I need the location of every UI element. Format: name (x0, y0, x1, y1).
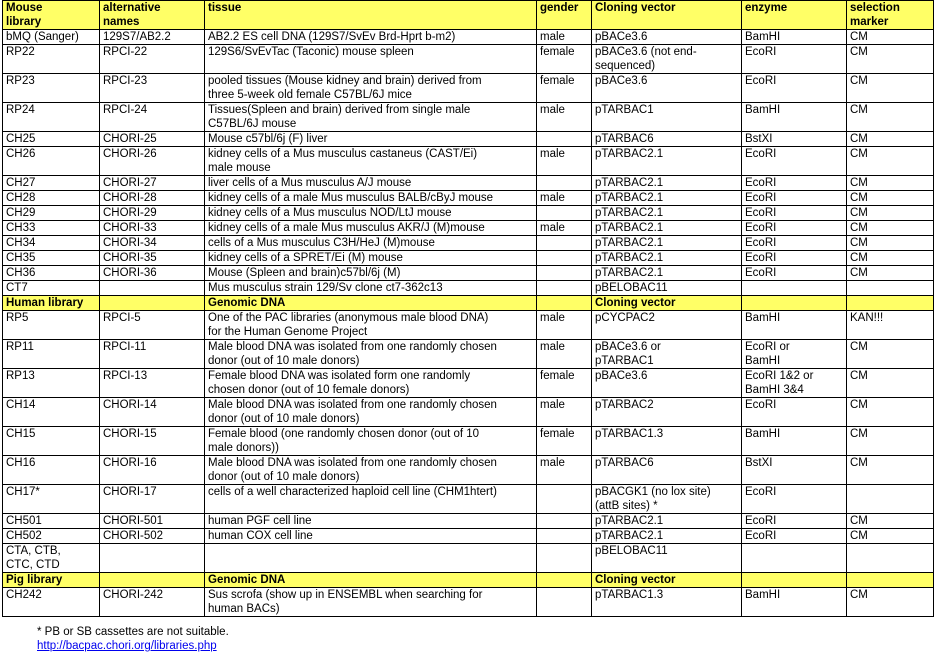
table-row (3, 340, 934, 369)
cell-selection-marker: CM (847, 588, 934, 617)
cell-enzyme: EcoRI (742, 485, 847, 514)
cell-tissue: kidney cells of a male Mus musculus BALB/cByJ mouse (205, 191, 537, 206)
header-cell-cloning-vector: Cloning vector (592, 296, 742, 311)
table-row (3, 103, 934, 132)
cell-library: CT7 (3, 281, 100, 296)
table-row (3, 398, 934, 427)
library-table (2, 0, 934, 617)
cell-library: CH28 (3, 191, 100, 206)
cell-enzyme: EcoRI (742, 266, 847, 281)
cell-cloning-vector: pTARBAC1.3 (592, 427, 742, 456)
cell-enzyme: EcoRI (742, 251, 847, 266)
cell-cloning-vector: pCYCPAC2 (592, 311, 742, 340)
cell-selection-marker: CM (847, 176, 934, 191)
cell-gender: male (537, 340, 592, 369)
cell-alternative-names: CHORI-14 (100, 398, 205, 427)
header-cell-alternative-names (100, 573, 205, 588)
cell-alternative-names: CHORI-36 (100, 266, 205, 281)
cell-gender: male (537, 221, 592, 236)
header-cell-library: Human library (3, 296, 100, 311)
cell-cloning-vector: pTARBAC2.1 (592, 191, 742, 206)
table-row (3, 30, 934, 45)
cell-cloning-vector: pBACe3.6 (592, 74, 742, 103)
table-row (3, 544, 934, 573)
header-cell-alternative-names: alternative names (100, 1, 205, 30)
cell-tissue: Sus scrofa (show up in ENSEMBL when searching for human BACs) (205, 588, 537, 617)
header-cell-cloning-vector: Cloning vector (592, 573, 742, 588)
cell-library: CH34 (3, 236, 100, 251)
cell-tissue: Male blood DNA was isolated from one randomly chosen donor (out of 10 male donors) (205, 456, 537, 485)
cell-tissue: kidney cells of a male Mus musculus AKR/J (M)mouse (205, 221, 537, 236)
cell-enzyme (742, 544, 847, 573)
cell-alternative-names: CHORI-34 (100, 236, 205, 251)
header-cell-selection-marker: selection marker (847, 1, 934, 30)
footnote: * PB or SB cassettes are not suitable. (37, 626, 229, 638)
cell-selection-marker: CM (847, 206, 934, 221)
cell-library: bMQ (Sanger) (3, 30, 100, 45)
cell-selection-marker: CM (847, 369, 934, 398)
cell-gender (537, 485, 592, 514)
cell-selection-marker: CM (847, 251, 934, 266)
cell-selection-marker (847, 544, 934, 573)
cell-alternative-names: CHORI-27 (100, 176, 205, 191)
cell-cloning-vector: pBELOBAC11 (592, 281, 742, 296)
cell-library: RP5 (3, 311, 100, 340)
cell-cloning-vector: pTARBAC2.1 (592, 251, 742, 266)
cell-cloning-vector: pBACe3.6 (592, 30, 742, 45)
cell-tissue: kidney cells of a Mus musculus NOD/LtJ mouse (205, 206, 537, 221)
table-row (3, 485, 934, 514)
cell-tissue: human PGF cell line (205, 514, 537, 529)
cell-selection-marker: CM (847, 191, 934, 206)
cell-gender: female (537, 427, 592, 456)
cell-tissue: AB2.2 ES cell DNA (129S7/SvEv Brd-Hprt b-m2) (205, 30, 537, 45)
cell-enzyme: EcoRI (742, 176, 847, 191)
table-row (3, 206, 934, 221)
library-table-body (3, 1, 934, 617)
header-cell-library: Mouse library (3, 1, 100, 30)
table-row (3, 176, 934, 191)
cell-gender: male (537, 191, 592, 206)
header-cell-enzyme (742, 573, 847, 588)
cell-gender: male (537, 30, 592, 45)
cell-cloning-vector: pTARBAC2.1 (592, 529, 742, 544)
cell-gender: male (537, 311, 592, 340)
table-row (3, 236, 934, 251)
cell-selection-marker: CM (847, 103, 934, 132)
header-cell-library: Pig library (3, 573, 100, 588)
cell-enzyme: EcoRI (742, 529, 847, 544)
cell-enzyme: EcoRI (742, 236, 847, 251)
cell-enzyme: BamHI (742, 311, 847, 340)
cell-cloning-vector: pTARBAC2.1 (592, 221, 742, 236)
cell-selection-marker: CM (847, 266, 934, 281)
header-cell-tissue: tissue (205, 1, 537, 30)
cell-gender: female (537, 45, 592, 74)
section-header-row (3, 573, 934, 588)
cell-gender: male (537, 103, 592, 132)
cell-tissue: 129S6/SvEvTac (Taconic) mouse spleen (205, 45, 537, 74)
cell-alternative-names: CHORI-15 (100, 427, 205, 456)
table-row (3, 45, 934, 74)
cell-library: CH36 (3, 266, 100, 281)
cell-enzyme: BamHI (742, 588, 847, 617)
cell-alternative-names: CHORI-502 (100, 529, 205, 544)
cell-cloning-vector: pTARBAC2.1 (592, 206, 742, 221)
cell-alternative-names (100, 544, 205, 573)
header-cell-selection-marker (847, 573, 934, 588)
cell-enzyme: EcoRI (742, 514, 847, 529)
cell-cloning-vector: pTARBAC2.1 (592, 176, 742, 191)
cell-library: CH15 (3, 427, 100, 456)
header-cell-gender (537, 296, 592, 311)
cell-cloning-vector: pTARBAC2.1 (592, 147, 742, 176)
table-row (3, 132, 934, 147)
cell-library: CH35 (3, 251, 100, 266)
cell-cloning-vector: pTARBAC2.1 (592, 514, 742, 529)
cell-tissue: Mus musculus strain 129/Sv clone ct7-362c13 (205, 281, 537, 296)
cell-selection-marker: CM (847, 236, 934, 251)
cell-alternative-names: CHORI-17 (100, 485, 205, 514)
cell-tissue: cells of a well characterized haploid cell line (CHM1htert) (205, 485, 537, 514)
cell-selection-marker: CM (847, 340, 934, 369)
cell-selection-marker: CM (847, 30, 934, 45)
cell-tissue: cells of a Mus musculus C3H/HeJ (M)mouse (205, 236, 537, 251)
cell-library: RP11 (3, 340, 100, 369)
cell-library: CH242 (3, 588, 100, 617)
header-cell-alternative-names (100, 296, 205, 311)
cell-gender: female (537, 369, 592, 398)
cell-gender: male (537, 147, 592, 176)
cell-tissue: kidney cells of a SPRET/Ei (M) mouse (205, 251, 537, 266)
cell-library: CH27 (3, 176, 100, 191)
cell-gender (537, 514, 592, 529)
header-cell-selection-marker (847, 296, 934, 311)
cell-gender (537, 251, 592, 266)
cell-gender: female (537, 74, 592, 103)
cell-selection-marker: CM (847, 456, 934, 485)
cell-cloning-vector: pBELOBAC11 (592, 544, 742, 573)
cell-cloning-vector: pTARBAC2.1 (592, 266, 742, 281)
cell-tissue (205, 544, 537, 573)
cell-enzyme: EcoRI (742, 147, 847, 176)
cell-alternative-names: CHORI-29 (100, 206, 205, 221)
cell-alternative-names: CHORI-26 (100, 147, 205, 176)
cell-tissue: Mouse (Spleen and brain)c57bl/6j (M) (205, 266, 537, 281)
cell-gender: male (537, 456, 592, 485)
cell-gender (537, 266, 592, 281)
cell-library: CH501 (3, 514, 100, 529)
cell-alternative-names: RPCI-23 (100, 74, 205, 103)
cell-library: CH25 (3, 132, 100, 147)
cell-enzyme: EcoRI (742, 191, 847, 206)
cell-selection-marker: CM (847, 221, 934, 236)
cell-library: CH16 (3, 456, 100, 485)
cell-alternative-names: CHORI-35 (100, 251, 205, 266)
cell-library: CH29 (3, 206, 100, 221)
cell-alternative-names: 129S7/AB2.2 (100, 30, 205, 45)
header-cell-tissue: Genomic DNA (205, 296, 537, 311)
cell-alternative-names: RPCI-24 (100, 103, 205, 132)
cell-tissue: Male blood DNA was isolated from one randomly chosen donor (out of 10 male donors) (205, 340, 537, 369)
table-row (3, 74, 934, 103)
cell-alternative-names: RPCI-22 (100, 45, 205, 74)
cell-library: CTA, CTB, CTC, CTD (3, 544, 100, 573)
cell-tissue: Female blood DNA was isolated form one randomly chosen donor (out of 10 female donors) (205, 369, 537, 398)
header-cell-enzyme: enzyme (742, 1, 847, 30)
header-cell-gender: gender (537, 1, 592, 30)
cell-gender (537, 529, 592, 544)
cell-cloning-vector: pTARBAC1 (592, 103, 742, 132)
cell-library: RP23 (3, 74, 100, 103)
cell-tissue: Female blood (one randomly chosen donor (out of 10 male donors)) (205, 427, 537, 456)
table-row (3, 514, 934, 529)
header-cell-enzyme (742, 296, 847, 311)
cell-tissue: kidney cells of a Mus musculus castaneus (CAST/Ei) male mouse (205, 147, 537, 176)
cell-enzyme (742, 281, 847, 296)
cell-library: RP24 (3, 103, 100, 132)
cell-tissue: Male blood DNA was isolated from one randomly chosen donor (out of 10 male donors) (205, 398, 537, 427)
libraries-link[interactable]: http://bacpac.chori.org/libraries.php (37, 640, 217, 652)
cell-library: CH14 (3, 398, 100, 427)
cell-enzyme: EcoRI (742, 398, 847, 427)
table-row (3, 588, 934, 617)
cell-gender (537, 588, 592, 617)
cell-gender (537, 206, 592, 221)
cell-alternative-names: CHORI-501 (100, 514, 205, 529)
cell-gender (537, 544, 592, 573)
cell-enzyme: EcoRI or BamHI (742, 340, 847, 369)
cell-library: CH33 (3, 221, 100, 236)
cell-alternative-names: CHORI-33 (100, 221, 205, 236)
cell-cloning-vector: pBACGK1 (no lox site) (attB sites) * (592, 485, 742, 514)
cell-enzyme: BamHI (742, 427, 847, 456)
cell-selection-marker: CM (847, 45, 934, 74)
cell-gender (537, 132, 592, 147)
cell-library: CH26 (3, 147, 100, 176)
cell-selection-marker: CM (847, 132, 934, 147)
cell-tissue: Tissues(Spleen and brain) derived from single male C57BL/6J mouse (205, 103, 537, 132)
header-cell-tissue: Genomic DNA (205, 573, 537, 588)
cell-cloning-vector: pBACe3.6 or pTARBAC1 (592, 340, 742, 369)
cell-alternative-names: RPCI-13 (100, 369, 205, 398)
table-row (3, 251, 934, 266)
cell-tissue: pooled tissues (Mouse kidney and brain) derived from three 5-week old female C57BL/6J mice (205, 74, 537, 103)
cell-cloning-vector: pTARBAC2.1 (592, 236, 742, 251)
cell-selection-marker: CM (847, 398, 934, 427)
table-row (3, 529, 934, 544)
cell-enzyme: BstXI (742, 132, 847, 147)
table-row (3, 147, 934, 176)
cell-selection-marker: CM (847, 427, 934, 456)
cell-library: RP13 (3, 369, 100, 398)
cell-selection-marker: CM (847, 74, 934, 103)
header-cell-gender (537, 573, 592, 588)
cell-cloning-vector: pTARBAC2 (592, 398, 742, 427)
cell-alternative-names: CHORI-242 (100, 588, 205, 617)
cell-enzyme: EcoRI (742, 74, 847, 103)
table-row (3, 281, 934, 296)
table-row (3, 456, 934, 485)
cell-gender: male (537, 398, 592, 427)
cell-enzyme: EcoRI (742, 45, 847, 74)
cell-selection-marker: CM (847, 147, 934, 176)
cell-tissue: One of the PAC libraries (anonymous male blood DNA) for the Human Genome Project (205, 311, 537, 340)
cell-library: CH17* (3, 485, 100, 514)
cell-alternative-names: RPCI-11 (100, 340, 205, 369)
cell-tissue: liver cells of a Mus musculus A/J mouse (205, 176, 537, 191)
table-row (3, 369, 934, 398)
cell-gender (537, 236, 592, 251)
table-row (3, 311, 934, 340)
section-header-row (3, 296, 934, 311)
cell-alternative-names (100, 281, 205, 296)
cell-enzyme: BamHI (742, 103, 847, 132)
cell-enzyme: EcoRI (742, 206, 847, 221)
cell-enzyme: EcoRI (742, 221, 847, 236)
cell-tissue: Mouse c57bl/6j (F) liver (205, 132, 537, 147)
cell-gender (537, 281, 592, 296)
section-header-row (3, 1, 934, 30)
cell-alternative-names: CHORI-25 (100, 132, 205, 147)
cell-cloning-vector: pTARBAC6 (592, 456, 742, 485)
cell-gender (537, 176, 592, 191)
cell-enzyme: BstXI (742, 456, 847, 485)
cell-cloning-vector: pTARBAC1.3 (592, 588, 742, 617)
cell-alternative-names: CHORI-16 (100, 456, 205, 485)
cell-enzyme: EcoRI 1&2 or BamHI 3&4 (742, 369, 847, 398)
header-cell-cloning-vector: Cloning vector (592, 1, 742, 30)
cell-selection-marker: CM (847, 514, 934, 529)
cell-selection-marker (847, 281, 934, 296)
cell-library: CH502 (3, 529, 100, 544)
table-row (3, 266, 934, 281)
cell-cloning-vector: pBACe3.6 (not end- sequenced) (592, 45, 742, 74)
cell-selection-marker: CM (847, 529, 934, 544)
cell-cloning-vector: pTARBAC6 (592, 132, 742, 147)
cell-tissue: human COX cell line (205, 529, 537, 544)
cell-alternative-names: RPCI-5 (100, 311, 205, 340)
cell-selection-marker: KAN!!! (847, 311, 934, 340)
table-row (3, 221, 934, 236)
cell-alternative-names: CHORI-28 (100, 191, 205, 206)
table-row (3, 427, 934, 456)
cell-library: RP22 (3, 45, 100, 74)
table-row (3, 191, 934, 206)
cell-enzyme: BamHI (742, 30, 847, 45)
cell-selection-marker (847, 485, 934, 514)
cell-cloning-vector: pBACe3.6 (592, 369, 742, 398)
